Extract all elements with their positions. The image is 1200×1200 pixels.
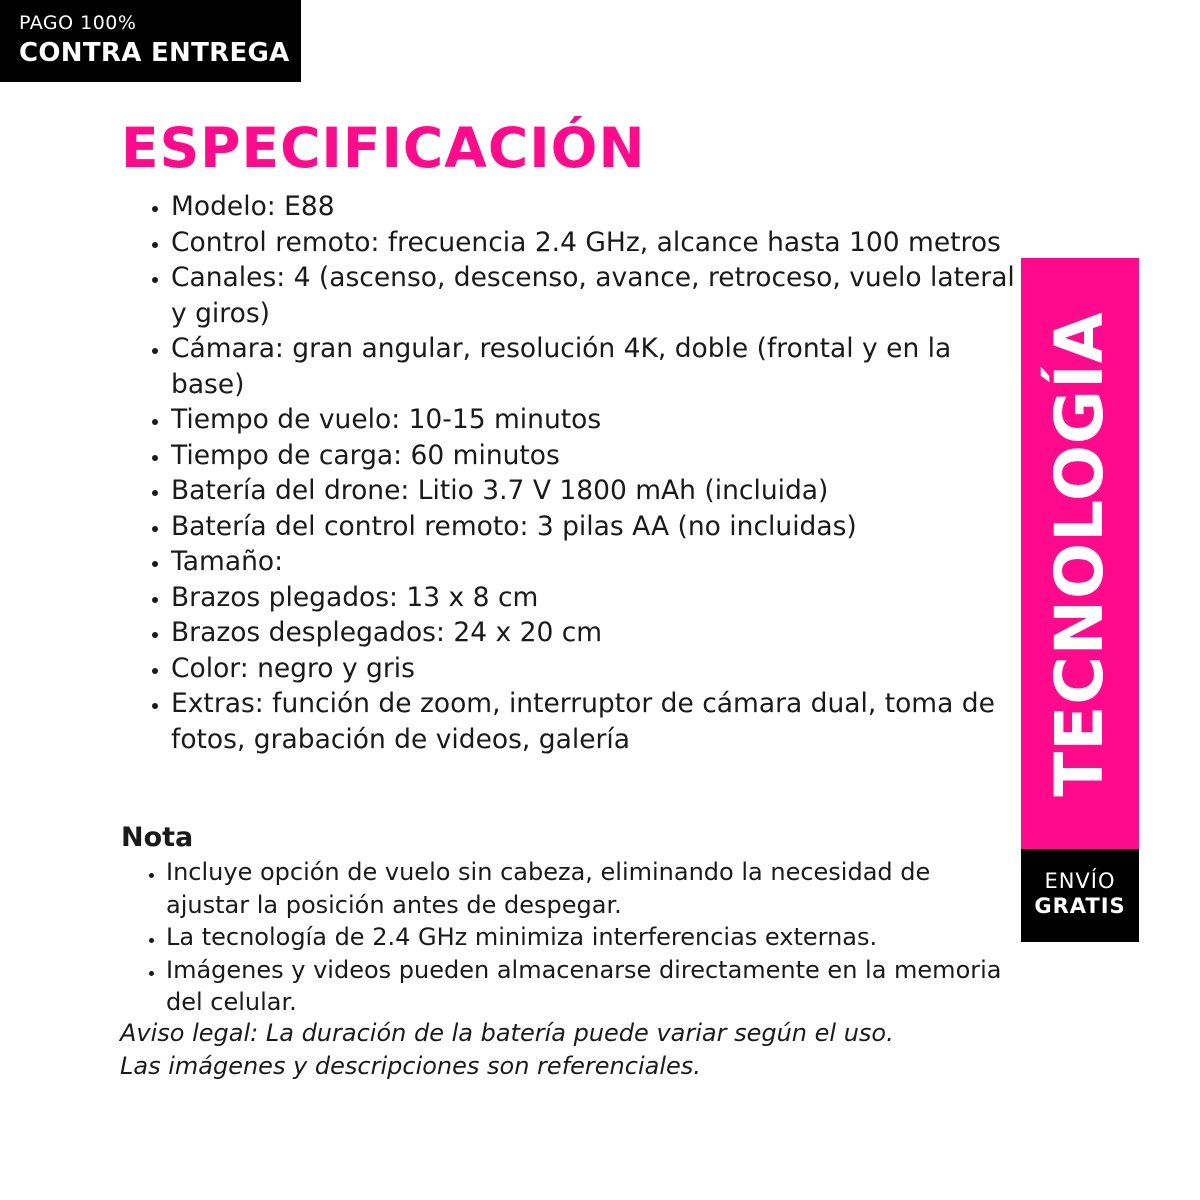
spec-item: • Color: negro y gris [171, 651, 1021, 687]
nota-item: • Imágenes y videos pueden almacenarse directamente en la memoria del celular. [166, 954, 1016, 1019]
spec-item: • Tiempo de vuelo: 10-15 minutos [171, 402, 1021, 438]
spec-item: • Extras: función de zoom, interruptor de cámara dual, toma de fotos, grabación de videos, galería [171, 686, 1021, 757]
page-title: ESPECIFICACIÓN [121, 116, 646, 180]
nota-title: Nota [121, 822, 194, 853]
payment-badge [0, 0, 301, 82]
nota-item: • Incluye opción de vuelo sin cabeza, eliminando la necesidad de ajustar la posición antes de despegar. [166, 856, 1016, 921]
nota-list [140, 856, 1016, 1019]
spec-item: • Canales: 4 (ascenso, descenso, avance, retroceso, vuelo lateral y giros) [171, 260, 1021, 331]
payment-badge-line1: PAGO 100% [19, 12, 137, 34]
spec-item: • Brazos plegados: 13 x 8 cm [171, 580, 1021, 616]
spec-item: • Tamaño: [171, 544, 1021, 580]
legal-line-2: Las imágenes y descripciones son referenciales. [120, 1052, 701, 1080]
spec-item: • Cámara: gran angular, resolución 4K, doble (frontal y en la base) [171, 331, 1021, 402]
spec-item: • Batería del drone: Litio 3.7 V 1800 mAh (incluida) [171, 473, 1021, 509]
legal-notice [120, 1017, 1020, 1083]
shipping-badge [1021, 849, 1139, 942]
payment-badge-line2: CONTRA ENTREGA [19, 38, 290, 68]
spec-item: • Batería del control remoto: 3 pilas AA (no incluidas) [171, 509, 1021, 545]
nota-item: • La tecnología de 2.4 GHz minimiza interferencias externas. [166, 921, 1016, 954]
spec-item: • Brazos desplegados: 24 x 20 cm [171, 615, 1021, 651]
legal-line-1: Aviso legal: La duración de la batería puede variar según el uso. [120, 1019, 894, 1047]
spec-item: • Modelo: E88 [171, 189, 1021, 225]
spec-list [142, 189, 1021, 757]
category-label: TECNOLOGÍA [1041, 310, 1118, 797]
spec-item: • Control remoto: frecuencia 2.4 GHz, alcance hasta 100 metros [171, 225, 1021, 261]
spec-item: • Tiempo de carga: 60 minutos [171, 438, 1021, 474]
shipping-badge-line2: GRATIS [1034, 894, 1126, 918]
shipping-badge-line1: ENVÍO [1044, 869, 1116, 893]
category-banner [1021, 258, 1139, 849]
